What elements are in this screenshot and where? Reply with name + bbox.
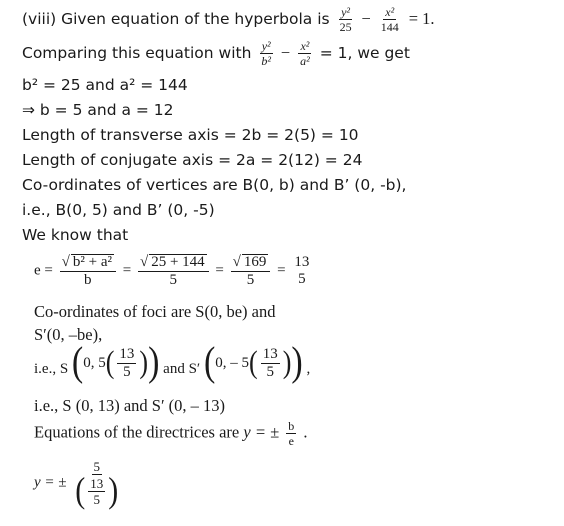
line-b2-a2: b² = 25 and a² = 144 <box>22 76 188 94</box>
line-foci-s-prime: S′(0, –be), <box>34 325 103 344</box>
line-we-know: We know that <box>22 226 129 244</box>
fraction-sqrt-b2-a2: $\frac{\text{√ b² + a²}}{b}$ <box>60 254 116 288</box>
foci-expression: i.e., S ( 0, 5 ( $\frac{13}{5}$ ) ) and S′ ( 0, – 5 ( $\frac{13}{5}$ ) ) , <box>34 340 311 385</box>
s-coordinates: ( 0, 5 ( $\frac{13}{5}$ ) ) <box>71 340 160 385</box>
eccentricity-formula: e = $\frac{\text{√ b² + a²}}{b}$ = $\frac{√ 25 + 144}{5}$ = $\frac{√ 169}{5}$ = 13 5 <box>34 254 310 288</box>
directrix-formula: y = ± 5 ( $\frac{13}{5}$ ) <box>34 459 119 511</box>
fraction-x2-144: $\frac{\text{x²}}{144}$ <box>380 5 399 34</box>
fraction-x2-a2: $\frac{\text{x²}}{\text{a²}}$ <box>300 39 310 68</box>
fraction-5-over-13-5: 5 ( $\frac{13}{5}$ ) <box>75 459 119 511</box>
fraction-b-e: $\frac{b}{e}$ <box>288 419 295 448</box>
fraction-sqrt-25-144: $\frac{√ 25 + 144}{5}$ <box>138 254 209 288</box>
line-b-a: ⇒ b = 5 and a = 12 <box>22 101 174 119</box>
line-foci-values: i.e., S (0, 13) and S′ (0, – 13) <box>34 396 226 415</box>
fraction-y2-b2: $\frac{\text{y²}}{\text{b²}}$ <box>261 39 271 68</box>
line-conjugate-axis: Length of conjugate axis = 2a = 2(12) = 24 <box>22 151 363 169</box>
line-comparing: Comparing this equation with $\frac{\text{y²}}{\text{b²}}$ − $\frac{\text{x²}}{\text{a²}}$ = 1, we get <box>22 39 410 68</box>
line-foci-coordinates: Co-ordinates of foci are S(0, be) and <box>34 302 276 321</box>
line-vertices: Co-ordinates of vertices are B(0, b) and B’ (0, -b), <box>22 176 407 194</box>
fraction-13-5: 13 5 <box>294 254 310 287</box>
fraction-sqrt-169: $\frac{√ 169}{5}$ <box>231 254 271 288</box>
line-vertices-values: i.e., B(0, 5) and B’ (0, -5) <box>22 201 215 219</box>
fraction-y2-25: $\frac{\text{y²}}{25}$ <box>339 5 352 34</box>
line-given-equation: (viii) Given equation of the hyperbola is $\frac{\text{y²}}{25}$ − $\frac{\text{x²}}{144}$ = 1. <box>22 5 435 34</box>
line-transverse-axis: Length of transverse axis = 2b = 2(5) = 10 <box>22 126 359 144</box>
s-prime-coordinates: ( 0, – 5 ( $\frac{13}{5}$ ) ) <box>203 340 303 385</box>
line-directrices: Equations of the directrices are y = ± $\frac{b}{e}$ . <box>34 419 308 448</box>
